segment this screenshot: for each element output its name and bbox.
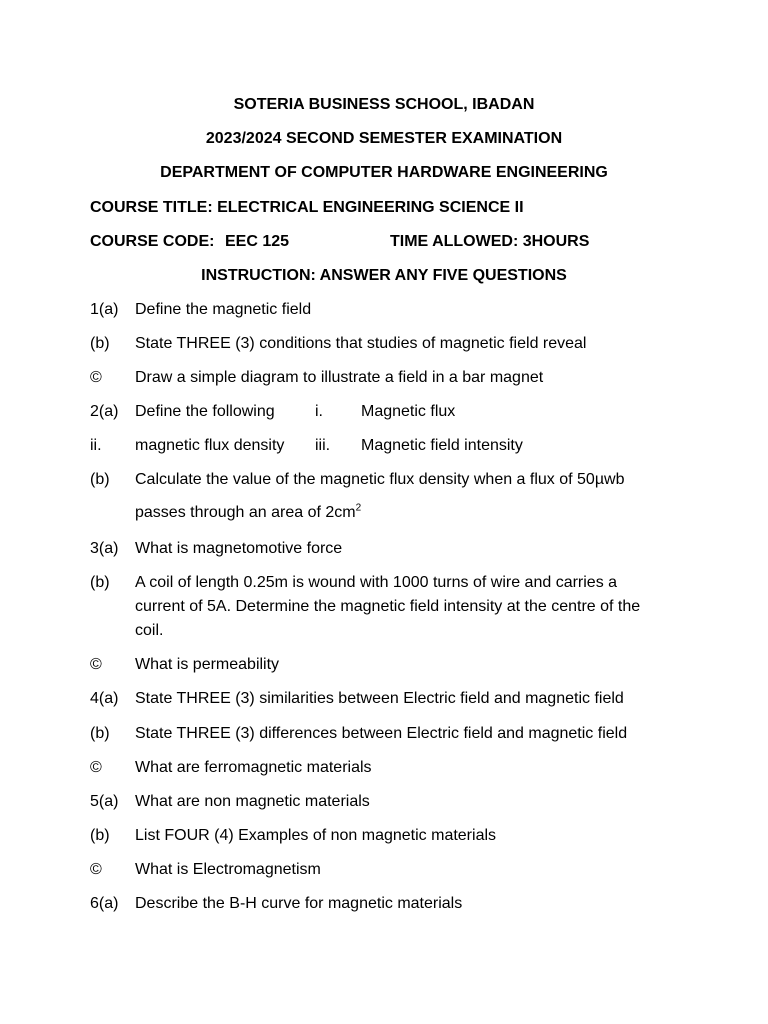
question-number: 2(a) <box>90 403 119 420</box>
course-title: COURSE TITLE: ELECTRICAL ENGINEERING SCIENCE II <box>90 199 524 216</box>
question-text: What is Electromagnetism <box>135 861 321 878</box>
course-code: EEC 125 <box>225 233 290 250</box>
question-number: (b) <box>90 725 110 742</box>
item-text: Magnetic field intensity <box>361 437 523 454</box>
question-number: 6(a) <box>90 895 119 912</box>
question-text-line1: A coil of length 0.25m is wound with 1000 turns of wire and carries a <box>135 574 618 591</box>
question-text: What are ferromagnetic materials <box>135 759 372 776</box>
question-text-line2: current of 5A. Determine the magnetic field intensity at the centre of the <box>135 598 641 615</box>
question-text-main: passes through an area of 2cm <box>135 504 356 521</box>
question-number: (b) <box>90 335 110 352</box>
question-text: What is permeability <box>135 656 280 673</box>
question-number: (b) <box>90 574 110 591</box>
item-text: magnetic flux density <box>135 437 285 454</box>
question-text: State THREE (3) differences between Electric field and magnetic field <box>135 725 628 742</box>
question-text: Define the magnetic field <box>135 301 312 318</box>
course-code-label: COURSE CODE: <box>90 233 215 250</box>
question-number: 5(a) <box>90 793 119 810</box>
question-text: State THREE (3) similarities between Electric field and magnetic field <box>135 690 624 707</box>
question-number: 3(a) <box>90 540 119 557</box>
time-allowed: TIME ALLOWED: 3HOURS <box>390 233 590 250</box>
school-name: SOTERIA BUSINESS SCHOOL, IBADAN <box>233 96 535 113</box>
department-name: DEPARTMENT OF COMPUTER HARDWARE ENGINEERING <box>160 164 608 181</box>
superscript: 2 <box>355 502 362 514</box>
item-number: i. <box>315 403 323 420</box>
question-number: 4(a) <box>90 690 119 707</box>
question-text-line3: coil. <box>135 622 164 639</box>
exam-title: 2023/2024 SECOND SEMESTER EXAMINATION <box>205 130 563 147</box>
item-text: Magnetic flux <box>361 403 456 420</box>
question-text-line1: Calculate the value of the magnetic flux density when a flux of 50µwb <box>135 471 625 488</box>
item-number: iii. <box>315 437 331 454</box>
question-number: (b) <box>90 827 110 844</box>
question-number: © <box>90 759 102 776</box>
item-number: ii. <box>90 437 102 454</box>
question-number: © <box>90 369 102 386</box>
question-number: 1(a) <box>90 301 119 318</box>
question-text-line2 <box>135 503 675 523</box>
question-text: List FOUR (4) Examples of non magnetic materials <box>135 827 497 844</box>
question-text: Draw a simple diagram to illustrate a field in a bar magnet <box>135 369 544 386</box>
question-text: Describe the B-H curve for magnetic materials <box>135 895 463 912</box>
question-number: © <box>90 656 102 673</box>
question-number: (b) <box>90 471 110 488</box>
question-text: Define the following <box>135 403 275 420</box>
question-text: State THREE (3) conditions that studies of magnetic field reveal <box>135 335 587 352</box>
question-number: © <box>90 861 102 878</box>
question-text: What are non magnetic materials <box>135 793 370 810</box>
question-text: What is magnetomotive force <box>135 540 343 557</box>
instruction: INSTRUCTION: ANSWER ANY FIVE QUESTIONS <box>201 267 567 284</box>
